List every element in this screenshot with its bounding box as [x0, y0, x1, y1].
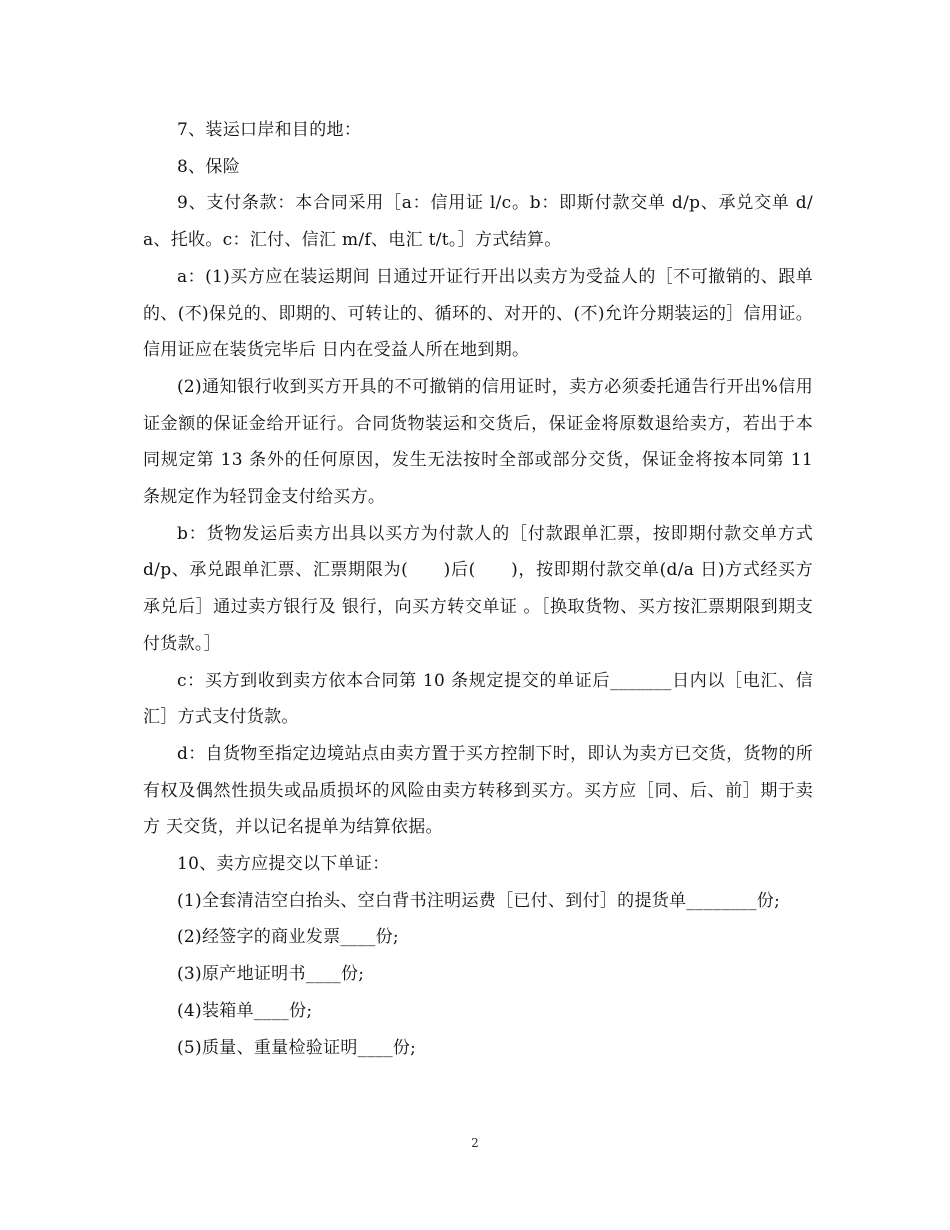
document-item-packing-list: (4)装箱单____份;	[177, 1000, 313, 1021]
document-item-invoice: (2)经签字的商业发票____份;	[177, 927, 399, 948]
clause-9b-documentary-bill: b：货物发运后卖方出具以买方为付款人的［付款跟单汇票，按即期付款交单方式 d/p、承兑跟单汇票、汇票期限为( )后( )，按即期付款交单(d/a 日)方式经买方承兑后］通过卖方银行及 银行，向买方转交单证 。［换取货物、买方按汇票期限到期支付货款。］	[143, 523, 813, 654]
document-item-inspection-certificate: (5)质量、重量检验证明____份;	[177, 1037, 417, 1058]
clause-7-shipping-port: 7、装运口岸和目的地：	[177, 120, 362, 140]
document-item-bill-of-lading: (1)全套清洁空白抬头、空白背书注明运费［已付、到付］的提货单________份;	[177, 890, 781, 911]
page-number: 2	[471, 1136, 479, 1150]
clause-9a-letter-of-credit: a：(1)买方应在装运期间 日通过开证行开出以卖方为受益人的［不可撤销的、跟单的、(不)保兑的、即期的、可转让的、循环的、对开的、(不)允许分期装运的］信用证。信用证应在装货完毕后 日内在受益人所在地到期。	[143, 266, 813, 361]
clause-9-payment-terms: 9、支付条款：本合同采用［a：信用证 l/c。b：即斯付款交单 d/p、承兑交单 d/a、托收。c：汇付、信汇 m/f、电汇 t/t。］方式结算。	[143, 193, 813, 251]
clause-8-insurance: 8、保险	[177, 156, 241, 177]
clause-10-documents: 10、卖方应提交以下单证：	[177, 854, 390, 875]
document-item-certificate-of-origin: (3)原产地证明书____份;	[177, 964, 365, 985]
clause-9a-2-guarantee: (2)通知银行收到买方开具的不可撤销的信用证时，卖方必须委托通告行开出%信用证金额的保证金给开证行。合同货物装运和交货后，保证金将原数退给卖方，若出于本同规定第 13 条外的任何原因，发生无法按时全部或部分交货，保证金将按本同第 11 条规定作为轻罚金支付给买方。	[143, 376, 813, 508]
clause-9d-delivery: d：自货物至指定边境站点由卖方置于买方控制下时，即认为卖方已交货，货物的所有权及偶然性损失或品质损坏的风险由卖方转移到买方。买方应［同、后、前］期于卖方 天交货，并以记名提单为结算依据。	[143, 743, 813, 838]
document-body	[143, 112, 813, 1066]
clause-9c-remittance: c：买方到收到卖方依本合同第 10 条规定提交的单证后_______日内以［电汇、信汇］方式支付货款。	[143, 670, 813, 728]
